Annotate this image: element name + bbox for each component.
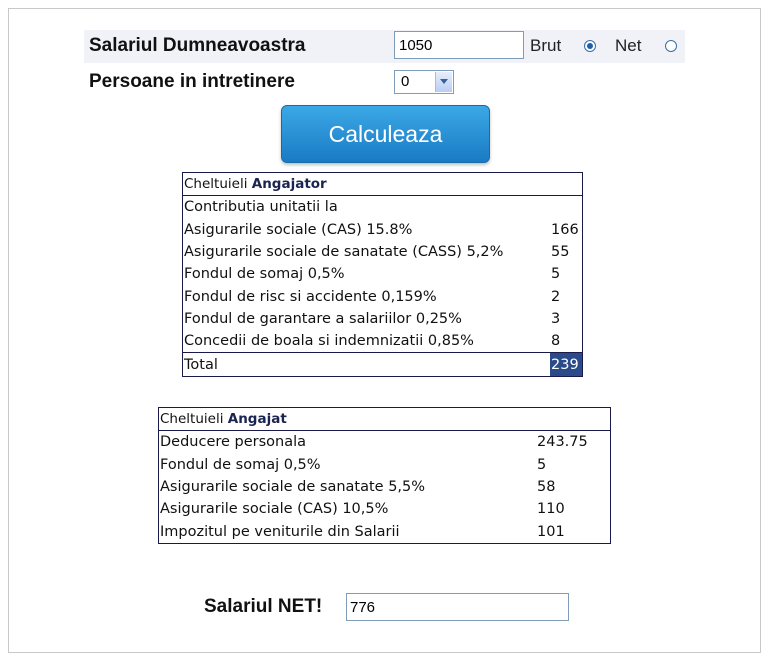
total-value: 239 [550,353,583,376]
row-label: Fondul de garantare a salariilor 0,25% [184,310,462,327]
table-row [159,476,611,498]
brut-radio[interactable] [584,40,596,52]
employee-costs-table [158,407,611,544]
row-value: 110 [537,501,565,518]
row-label: Impozitul pe veniturile din Salarii [160,523,400,540]
row-value: 55 [551,244,570,261]
table-row [159,520,611,543]
row-value: 5 [537,456,547,473]
total-label: Total [183,353,551,376]
employer-subtitle-row [183,196,583,219]
net-radio-label: Net [615,36,642,55]
brut-label: Brut [530,36,562,55]
row-value: 2 [551,288,561,305]
row-value: 243.75 [537,434,588,451]
table-row [159,454,611,476]
row-label: Fondul de somaj 0,5% [184,266,345,283]
employee-title-bold: Angajat [227,411,287,428]
row-value: 58 [537,479,556,496]
table-row [159,431,611,454]
employer-costs-table [182,172,583,377]
employee-table-header [159,408,611,431]
row-value: 166 [551,221,579,238]
row-label: Fondul de somaj 0,5% [160,456,321,473]
employee-title-prefix: Cheltuieli [160,411,228,428]
dependents-label: Persoane in intretinere [89,71,295,92]
net-salary-label: Salariul NET! [204,596,323,617]
employer-table-header [183,173,583,196]
row-value: 8 [551,333,561,350]
row-label: Concedii de boala si indemnizatii 0,85% [184,333,474,350]
table-row [183,285,583,307]
employer-title-bold: Angajator [251,176,327,193]
salary-label: Salariul Dumneavoastra [89,35,306,56]
row-label: Asigurarile sociale (CAS) 10,5% [160,501,389,518]
row-label: Asigurarile sociale de sanatate (CASS) 5,2% [184,244,504,261]
employer-subtitle: Contributia unitatii la [184,199,338,216]
table-row [183,219,583,241]
table-row [183,330,583,353]
dependents-select[interactable] [394,70,454,94]
row-value: 101 [537,523,565,540]
row-label: Asigurarile sociale (CAS) 15.8% [184,221,413,238]
salary-input[interactable] [394,31,524,59]
row-label: Asigurarile sociale de sanatate 5,5% [160,479,426,496]
table-row [183,308,583,330]
table-row [183,263,583,285]
net-radio[interactable] [665,40,677,52]
table-row [183,241,583,263]
row-value: 3 [551,310,561,327]
table-row [159,498,611,520]
employer-total-row [183,353,583,376]
row-label: Fondul de risc si accidente 0,159% [184,288,437,305]
dependents-value: 0 [401,73,410,90]
employer-title-prefix: Cheltuieli [184,176,252,193]
chevron-down-icon[interactable] [435,72,452,92]
row-label: Deducere personala [160,434,307,451]
row-value: 5 [551,266,561,283]
net-salary-field[interactable] [346,593,569,621]
calculate-button[interactable]: Calculeaza [281,105,490,163]
